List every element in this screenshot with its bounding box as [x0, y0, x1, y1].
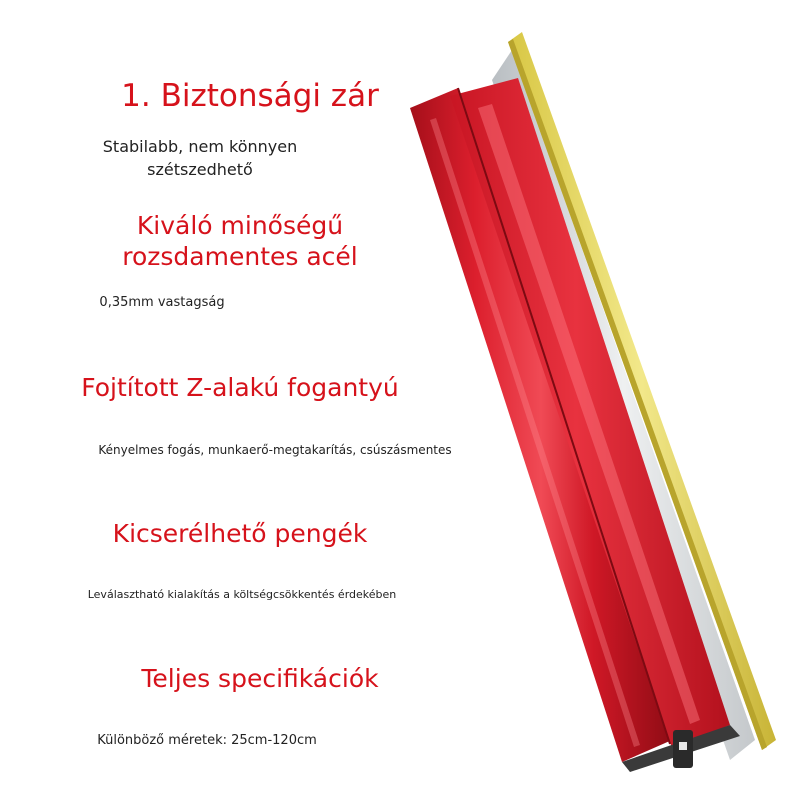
feature-title-steel-line-1: Kiváló minőségű	[136, 211, 344, 240]
feature-title-safety-lock: 1. Biztonsági zár	[121, 78, 379, 114]
skimming-blade-image	[400, 20, 800, 780]
feature-desc-detachable: Leválasztható kialakítás a költségcsökkentés érdekében	[87, 588, 397, 601]
feature-desc-line-1: Stabilabb, nem könnyen	[102, 137, 298, 156]
feature-desc-grip: Kényelmes fogás, munkaerő-megtakarítás, csúszásmentes	[98, 443, 452, 457]
feature-title-full-specs: Teljes specifikációk	[141, 664, 379, 693]
feature-desc-sizes: Különböző méretek: 25cm-120cm	[97, 733, 317, 748]
feature-title-z-handle: Fojtított Z-alakú fogantyú	[81, 373, 399, 402]
feature-title-replaceable-blades: Kicserélhető pengék	[112, 519, 368, 548]
safety-lock-clip	[673, 730, 693, 768]
feature-title-steel-line-2: rozsdamentes acél	[122, 242, 358, 271]
feature-desc-line-2: szétszedhető	[147, 160, 253, 179]
feature-desc-thickness: 0,35mm vastagság	[99, 295, 225, 310]
